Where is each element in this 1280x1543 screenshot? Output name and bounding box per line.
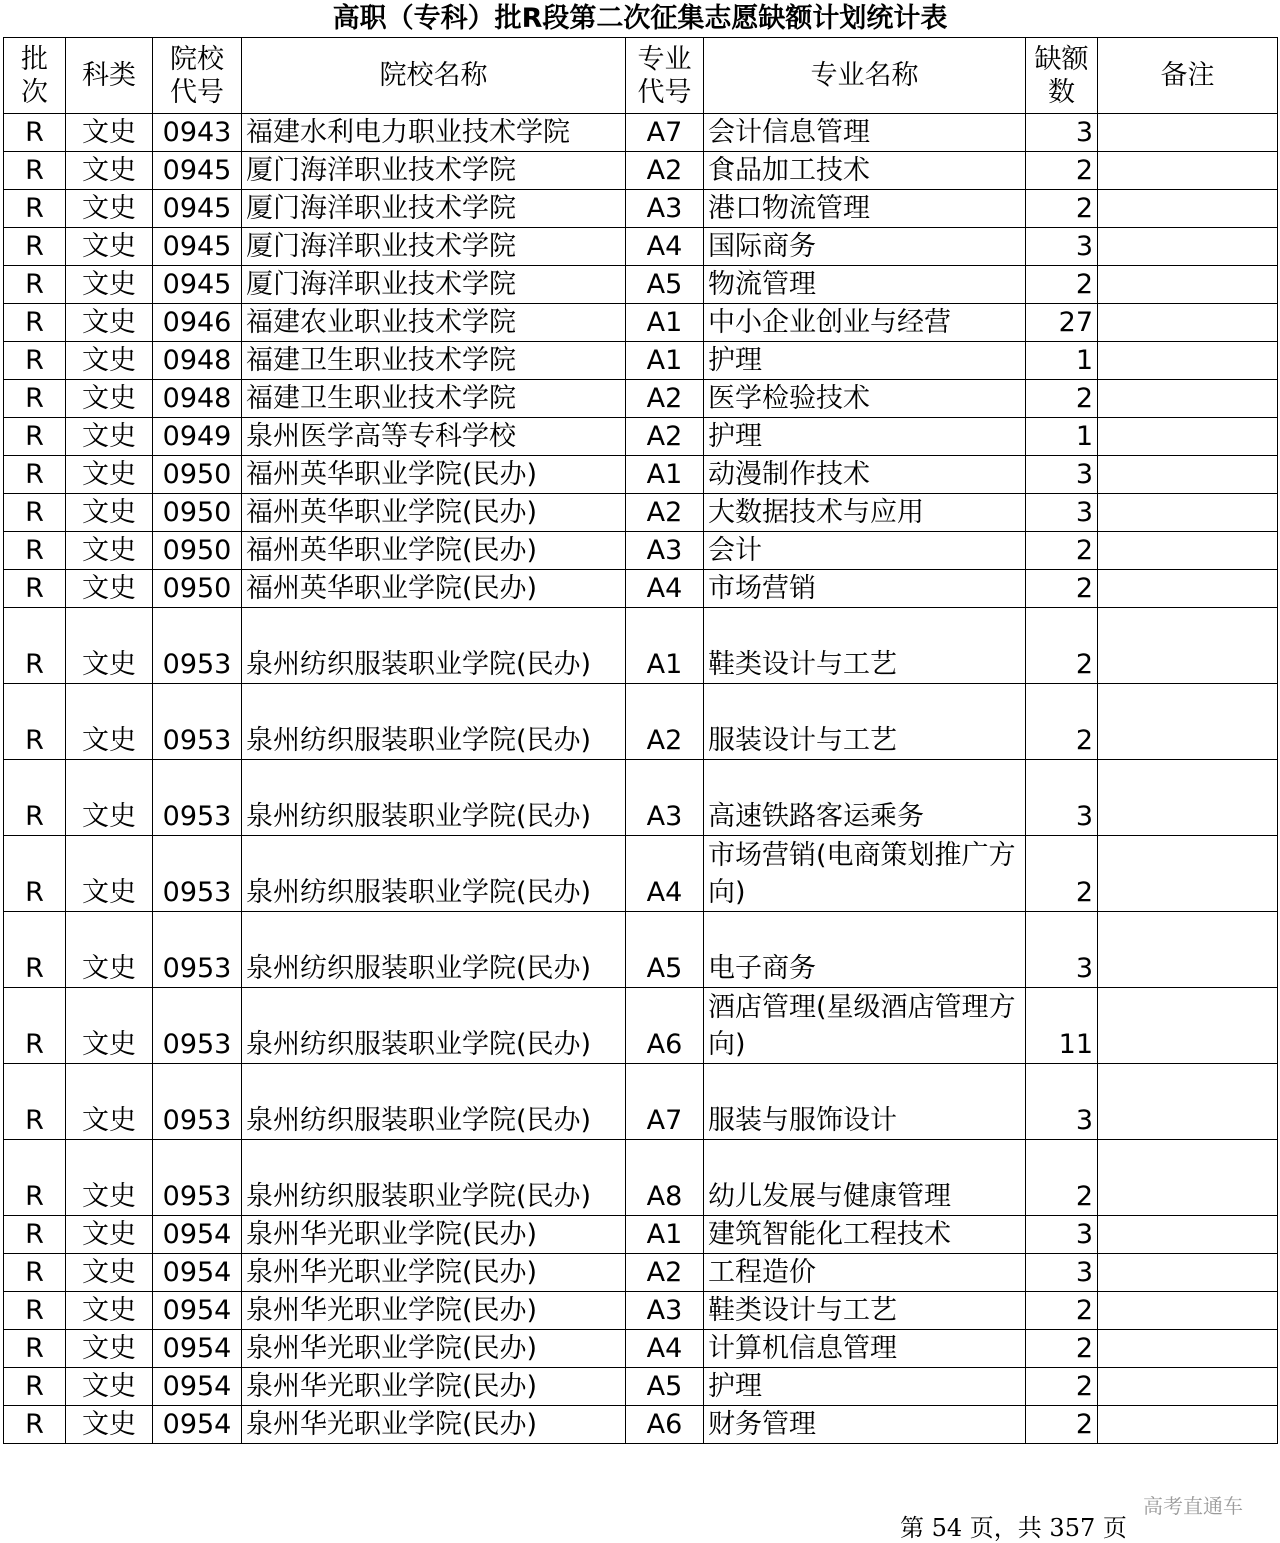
- cell-vacancies: 2: [1026, 380, 1098, 418]
- cell-remarks: [1098, 1368, 1278, 1406]
- watermark: 高考直通车: [1143, 1494, 1243, 1518]
- cell-category: 文史: [66, 190, 153, 228]
- cell-remarks: [1098, 304, 1278, 342]
- cell-remarks: [1098, 570, 1278, 608]
- cell-major-code: A2: [626, 494, 704, 532]
- cell-remarks: [1098, 1406, 1278, 1444]
- cell-school-code: 0953: [153, 836, 242, 912]
- cell-major-code: A2: [626, 152, 704, 190]
- cell-major-code: A1: [626, 456, 704, 494]
- cell-category: 文史: [66, 684, 153, 760]
- cell-school-name: 泉州华光职业学院(民办): [242, 1330, 626, 1368]
- cell-vacancies: 3: [1026, 228, 1098, 266]
- cell-school-code: 0954: [153, 1406, 242, 1444]
- cell-batch: R: [4, 304, 66, 342]
- cell-batch: R: [4, 494, 66, 532]
- page-footer: 第 54 页，共 357 页: [900, 1514, 1127, 1542]
- cell-major-name: 服装设计与工艺: [704, 684, 1026, 760]
- cell-vacancies: 11: [1026, 988, 1098, 1064]
- cell-vacancies: 3: [1026, 1216, 1098, 1254]
- cell-batch: R: [4, 760, 66, 836]
- cell-category: 文史: [66, 418, 153, 456]
- table-row: [4, 494, 1278, 532]
- header-row: [4, 38, 1278, 114]
- table-row: [4, 1292, 1278, 1330]
- cell-major-name: 高速铁路客运乘务: [704, 760, 1026, 836]
- cell-batch: R: [4, 1292, 66, 1330]
- table-row: [4, 760, 1278, 836]
- cell-vacancies: 1: [1026, 342, 1098, 380]
- cell-vacancies: 2: [1026, 1140, 1098, 1216]
- cell-school-code: 0953: [153, 1064, 242, 1140]
- cell-remarks: [1098, 380, 1278, 418]
- cell-major-name: 会计信息管理: [704, 114, 1026, 152]
- table-row: [4, 1216, 1278, 1254]
- table-row: [4, 114, 1278, 152]
- cell-vacancies: 2: [1026, 608, 1098, 684]
- cell-remarks: [1098, 1292, 1278, 1330]
- cell-batch: R: [4, 1064, 66, 1140]
- header-batch: 批次: [4, 38, 66, 114]
- cell-major-name: 国际商务: [704, 228, 1026, 266]
- cell-school-name: 福建农业职业技术学院: [242, 304, 626, 342]
- cell-batch: R: [4, 1216, 66, 1254]
- cell-category: 文史: [66, 266, 153, 304]
- cell-major-name: 建筑智能化工程技术: [704, 1216, 1026, 1254]
- cell-category: 文史: [66, 380, 153, 418]
- header-remarks: 备注: [1098, 38, 1278, 114]
- cell-batch: R: [4, 342, 66, 380]
- cell-major-code: A7: [626, 114, 704, 152]
- cell-major-name: 食品加工技术: [704, 152, 1026, 190]
- table-row: [4, 418, 1278, 456]
- cell-school-name: 泉州医学高等专科学校: [242, 418, 626, 456]
- cell-batch: R: [4, 380, 66, 418]
- cell-category: 文史: [66, 342, 153, 380]
- cell-category: 文史: [66, 1140, 153, 1216]
- cell-major-code: A5: [626, 912, 704, 988]
- cell-major-name: 工程造价: [704, 1254, 1026, 1292]
- cell-major-name: 护理: [704, 342, 1026, 380]
- cell-remarks: [1098, 988, 1278, 1064]
- cell-school-name: 泉州纺织服装职业学院(民办): [242, 912, 626, 988]
- table-row: [4, 836, 1278, 912]
- cell-category: 文史: [66, 456, 153, 494]
- table-row: [4, 912, 1278, 988]
- cell-major-code: A2: [626, 1254, 704, 1292]
- cell-school-name: 福建水利电力职业技术学院: [242, 114, 626, 152]
- cell-major-code: A3: [626, 532, 704, 570]
- table-row: [4, 304, 1278, 342]
- cell-school-code: 0945: [153, 228, 242, 266]
- cell-major-name: 电子商务: [704, 912, 1026, 988]
- cell-category: 文史: [66, 114, 153, 152]
- cell-school-code: 0953: [153, 912, 242, 988]
- cell-remarks: [1098, 494, 1278, 532]
- cell-batch: R: [4, 228, 66, 266]
- cell-school-code: 0953: [153, 608, 242, 684]
- cell-school-code: 0943: [153, 114, 242, 152]
- cell-school-name: 泉州华光职业学院(民办): [242, 1368, 626, 1406]
- cell-school-code: 0949: [153, 418, 242, 456]
- cell-major-code: A5: [626, 266, 704, 304]
- cell-major-name: 计算机信息管理: [704, 1330, 1026, 1368]
- cell-major-name: 会计: [704, 532, 1026, 570]
- cell-major-name: 财务管理: [704, 1406, 1026, 1444]
- cell-category: 文史: [66, 1292, 153, 1330]
- cell-major-code: A1: [626, 342, 704, 380]
- vacancy-table: [3, 37, 1278, 1444]
- cell-school-code: 0950: [153, 456, 242, 494]
- cell-school-code: 0945: [153, 190, 242, 228]
- cell-major-code: A2: [626, 684, 704, 760]
- cell-vacancies: 3: [1026, 1254, 1098, 1292]
- cell-category: 文史: [66, 760, 153, 836]
- cell-batch: R: [4, 836, 66, 912]
- table-row: [4, 608, 1278, 684]
- cell-vacancies: 2: [1026, 190, 1098, 228]
- cell-major-name: 中小企业创业与经营: [704, 304, 1026, 342]
- cell-category: 文史: [66, 1216, 153, 1254]
- cell-major-name: 港口物流管理: [704, 190, 1026, 228]
- table-row: [4, 1330, 1278, 1368]
- cell-remarks: [1098, 342, 1278, 380]
- table-row: [4, 380, 1278, 418]
- cell-school-code: 0948: [153, 380, 242, 418]
- cell-major-code: A8: [626, 1140, 704, 1216]
- cell-vacancies: 1: [1026, 418, 1098, 456]
- table-row: [4, 1406, 1278, 1444]
- cell-school-name: 福州英华职业学院(民办): [242, 456, 626, 494]
- cell-school-code: 0953: [153, 1140, 242, 1216]
- cell-batch: R: [4, 456, 66, 494]
- cell-remarks: [1098, 532, 1278, 570]
- cell-school-name: 泉州纺织服装职业学院(民办): [242, 836, 626, 912]
- table-row: [4, 456, 1278, 494]
- cell-category: 文史: [66, 304, 153, 342]
- header-vacancies: 缺额数: [1026, 38, 1098, 114]
- cell-school-code: 0948: [153, 342, 242, 380]
- cell-school-code: 0945: [153, 266, 242, 304]
- cell-vacancies: 3: [1026, 494, 1098, 532]
- cell-remarks: [1098, 1216, 1278, 1254]
- cell-vacancies: 2: [1026, 836, 1098, 912]
- cell-school-name: 泉州纺织服装职业学院(民办): [242, 1064, 626, 1140]
- table-row: [4, 1368, 1278, 1406]
- cell-batch: R: [4, 608, 66, 684]
- cell-school-name: 福州英华职业学院(民办): [242, 494, 626, 532]
- cell-vacancies: 2: [1026, 684, 1098, 760]
- cell-vacancies: 2: [1026, 1406, 1098, 1444]
- cell-school-code: 0945: [153, 152, 242, 190]
- cell-category: 文史: [66, 1254, 153, 1292]
- cell-major-code: A1: [626, 304, 704, 342]
- cell-category: 文史: [66, 1064, 153, 1140]
- cell-major-code: A3: [626, 190, 704, 228]
- cell-school-code: 0946: [153, 304, 242, 342]
- cell-major-code: A2: [626, 380, 704, 418]
- cell-school-name: 福建卫生职业技术学院: [242, 380, 626, 418]
- cell-major-code: A4: [626, 1330, 704, 1368]
- table-row: [4, 228, 1278, 266]
- cell-school-name: 泉州华光职业学院(民办): [242, 1292, 626, 1330]
- cell-school-name: 泉州纺织服装职业学院(民办): [242, 608, 626, 684]
- cell-major-code: A7: [626, 1064, 704, 1140]
- cell-school-name: 福州英华职业学院(民办): [242, 532, 626, 570]
- cell-vacancies: 3: [1026, 1064, 1098, 1140]
- cell-vacancies: 2: [1026, 152, 1098, 190]
- table-row: [4, 266, 1278, 304]
- cell-batch: R: [4, 912, 66, 988]
- cell-major-name: 医学检验技术: [704, 380, 1026, 418]
- header-major-code: 专业代号: [626, 38, 704, 114]
- cell-remarks: [1098, 418, 1278, 456]
- cell-major-code: A4: [626, 570, 704, 608]
- cell-remarks: [1098, 760, 1278, 836]
- cell-major-name: 大数据技术与应用: [704, 494, 1026, 532]
- cell-remarks: [1098, 1254, 1278, 1292]
- table-row: [4, 684, 1278, 760]
- cell-school-name: 厦门海洋职业技术学院: [242, 228, 626, 266]
- cell-batch: R: [4, 190, 66, 228]
- cell-category: 文史: [66, 608, 153, 684]
- cell-remarks: [1098, 608, 1278, 684]
- cell-batch: R: [4, 1330, 66, 1368]
- cell-vacancies: 2: [1026, 532, 1098, 570]
- cell-school-name: 泉州纺织服装职业学院(民办): [242, 988, 626, 1064]
- cell-remarks: [1098, 456, 1278, 494]
- cell-school-code: 0950: [153, 494, 242, 532]
- cell-remarks: [1098, 114, 1278, 152]
- table-row: [4, 570, 1278, 608]
- cell-vacancies: 3: [1026, 912, 1098, 988]
- cell-school-code: 0953: [153, 988, 242, 1064]
- cell-vacancies: 2: [1026, 1368, 1098, 1406]
- cell-remarks: [1098, 1330, 1278, 1368]
- cell-school-code: 0950: [153, 532, 242, 570]
- cell-vacancies: 2: [1026, 266, 1098, 304]
- cell-vacancies: 2: [1026, 570, 1098, 608]
- cell-school-name: 泉州华光职业学院(民办): [242, 1406, 626, 1444]
- table-row: [4, 190, 1278, 228]
- cell-major-name: 酒店管理(星级酒店管理方向): [704, 988, 1026, 1064]
- cell-batch: R: [4, 152, 66, 190]
- cell-school-code: 0954: [153, 1216, 242, 1254]
- cell-major-code: A6: [626, 1406, 704, 1444]
- table-row: [4, 342, 1278, 380]
- cell-remarks: [1098, 1140, 1278, 1216]
- header-major-name: 专业名称: [704, 38, 1026, 114]
- page-title: 高职（专科）批R段第二次征集志愿缺额计划统计表: [332, 3, 948, 34]
- cell-category: 文史: [66, 912, 153, 988]
- cell-major-code: A4: [626, 836, 704, 912]
- cell-major-name: 服装与服饰设计: [704, 1064, 1026, 1140]
- cell-school-name: 泉州华光职业学院(民办): [242, 1254, 626, 1292]
- cell-major-code: A2: [626, 418, 704, 456]
- cell-major-name: 市场营销(电商策划推广方向): [704, 836, 1026, 912]
- header-category: 科类: [66, 38, 153, 114]
- cell-school-name: 厦门海洋职业技术学院: [242, 152, 626, 190]
- cell-major-code: A6: [626, 988, 704, 1064]
- cell-batch: R: [4, 988, 66, 1064]
- table-row: [4, 988, 1278, 1064]
- cell-major-code: A3: [626, 1292, 704, 1330]
- cell-remarks: [1098, 152, 1278, 190]
- cell-school-code: 0954: [153, 1330, 242, 1368]
- cell-category: 文史: [66, 988, 153, 1064]
- cell-school-code: 0954: [153, 1368, 242, 1406]
- cell-school-code: 0953: [153, 684, 242, 760]
- cell-remarks: [1098, 266, 1278, 304]
- cell-category: 文史: [66, 1368, 153, 1406]
- cell-category: 文史: [66, 570, 153, 608]
- table-row: [4, 1254, 1278, 1292]
- cell-major-code: A1: [626, 1216, 704, 1254]
- cell-batch: R: [4, 1140, 66, 1216]
- cell-school-name: 厦门海洋职业技术学院: [242, 266, 626, 304]
- cell-vacancies: 3: [1026, 456, 1098, 494]
- table-row: [4, 532, 1278, 570]
- cell-batch: R: [4, 266, 66, 304]
- cell-category: 文史: [66, 494, 153, 532]
- cell-vacancies: 27: [1026, 304, 1098, 342]
- cell-category: 文史: [66, 152, 153, 190]
- cell-vacancies: 3: [1026, 760, 1098, 836]
- cell-batch: R: [4, 1368, 66, 1406]
- cell-major-code: A5: [626, 1368, 704, 1406]
- cell-batch: R: [4, 570, 66, 608]
- cell-category: 文史: [66, 836, 153, 912]
- cell-major-name: 护理: [704, 1368, 1026, 1406]
- cell-batch: R: [4, 684, 66, 760]
- cell-batch: R: [4, 1406, 66, 1444]
- table-row: [4, 1140, 1278, 1216]
- cell-major-code: A4: [626, 228, 704, 266]
- cell-remarks: [1098, 190, 1278, 228]
- cell-remarks: [1098, 836, 1278, 912]
- cell-category: 文史: [66, 1330, 153, 1368]
- cell-school-name: 泉州纺织服装职业学院(民办): [242, 684, 626, 760]
- cell-school-name: 厦门海洋职业技术学院: [242, 190, 626, 228]
- cell-major-name: 护理: [704, 418, 1026, 456]
- cell-batch: R: [4, 1254, 66, 1292]
- cell-remarks: [1098, 1064, 1278, 1140]
- cell-school-name: 泉州纺织服装职业学院(民办): [242, 760, 626, 836]
- cell-major-name: 物流管理: [704, 266, 1026, 304]
- cell-vacancies: 3: [1026, 114, 1098, 152]
- cell-major-name: 幼儿发展与健康管理: [704, 1140, 1026, 1216]
- header-school-code: 院校代号: [153, 38, 242, 114]
- cell-category: 文史: [66, 228, 153, 266]
- cell-remarks: [1098, 684, 1278, 760]
- cell-remarks: [1098, 912, 1278, 988]
- table-row: [4, 1064, 1278, 1140]
- cell-major-name: 鞋类设计与工艺: [704, 608, 1026, 684]
- cell-major-code: A1: [626, 608, 704, 684]
- cell-vacancies: 2: [1026, 1292, 1098, 1330]
- cell-school-name: 泉州华光职业学院(民办): [242, 1216, 626, 1254]
- cell-remarks: [1098, 228, 1278, 266]
- cell-school-name: 福州英华职业学院(民办): [242, 570, 626, 608]
- cell-major-code: A3: [626, 760, 704, 836]
- cell-school-code: 0950: [153, 570, 242, 608]
- cell-category: 文史: [66, 1406, 153, 1444]
- cell-batch: R: [4, 114, 66, 152]
- cell-batch: R: [4, 532, 66, 570]
- cell-school-name: 福建卫生职业技术学院: [242, 342, 626, 380]
- cell-major-name: 市场营销: [704, 570, 1026, 608]
- cell-major-name: 动漫制作技术: [704, 456, 1026, 494]
- cell-school-code: 0954: [153, 1254, 242, 1292]
- header-school-name: 院校名称: [242, 38, 626, 114]
- cell-vacancies: 2: [1026, 1330, 1098, 1368]
- cell-school-name: 泉州纺织服装职业学院(民办): [242, 1140, 626, 1216]
- cell-major-name: 鞋类设计与工艺: [704, 1292, 1026, 1330]
- table-body: [4, 114, 1278, 1444]
- table-row: [4, 152, 1278, 190]
- cell-school-code: 0954: [153, 1292, 242, 1330]
- cell-category: 文史: [66, 532, 153, 570]
- cell-batch: R: [4, 418, 66, 456]
- cell-school-code: 0953: [153, 760, 242, 836]
